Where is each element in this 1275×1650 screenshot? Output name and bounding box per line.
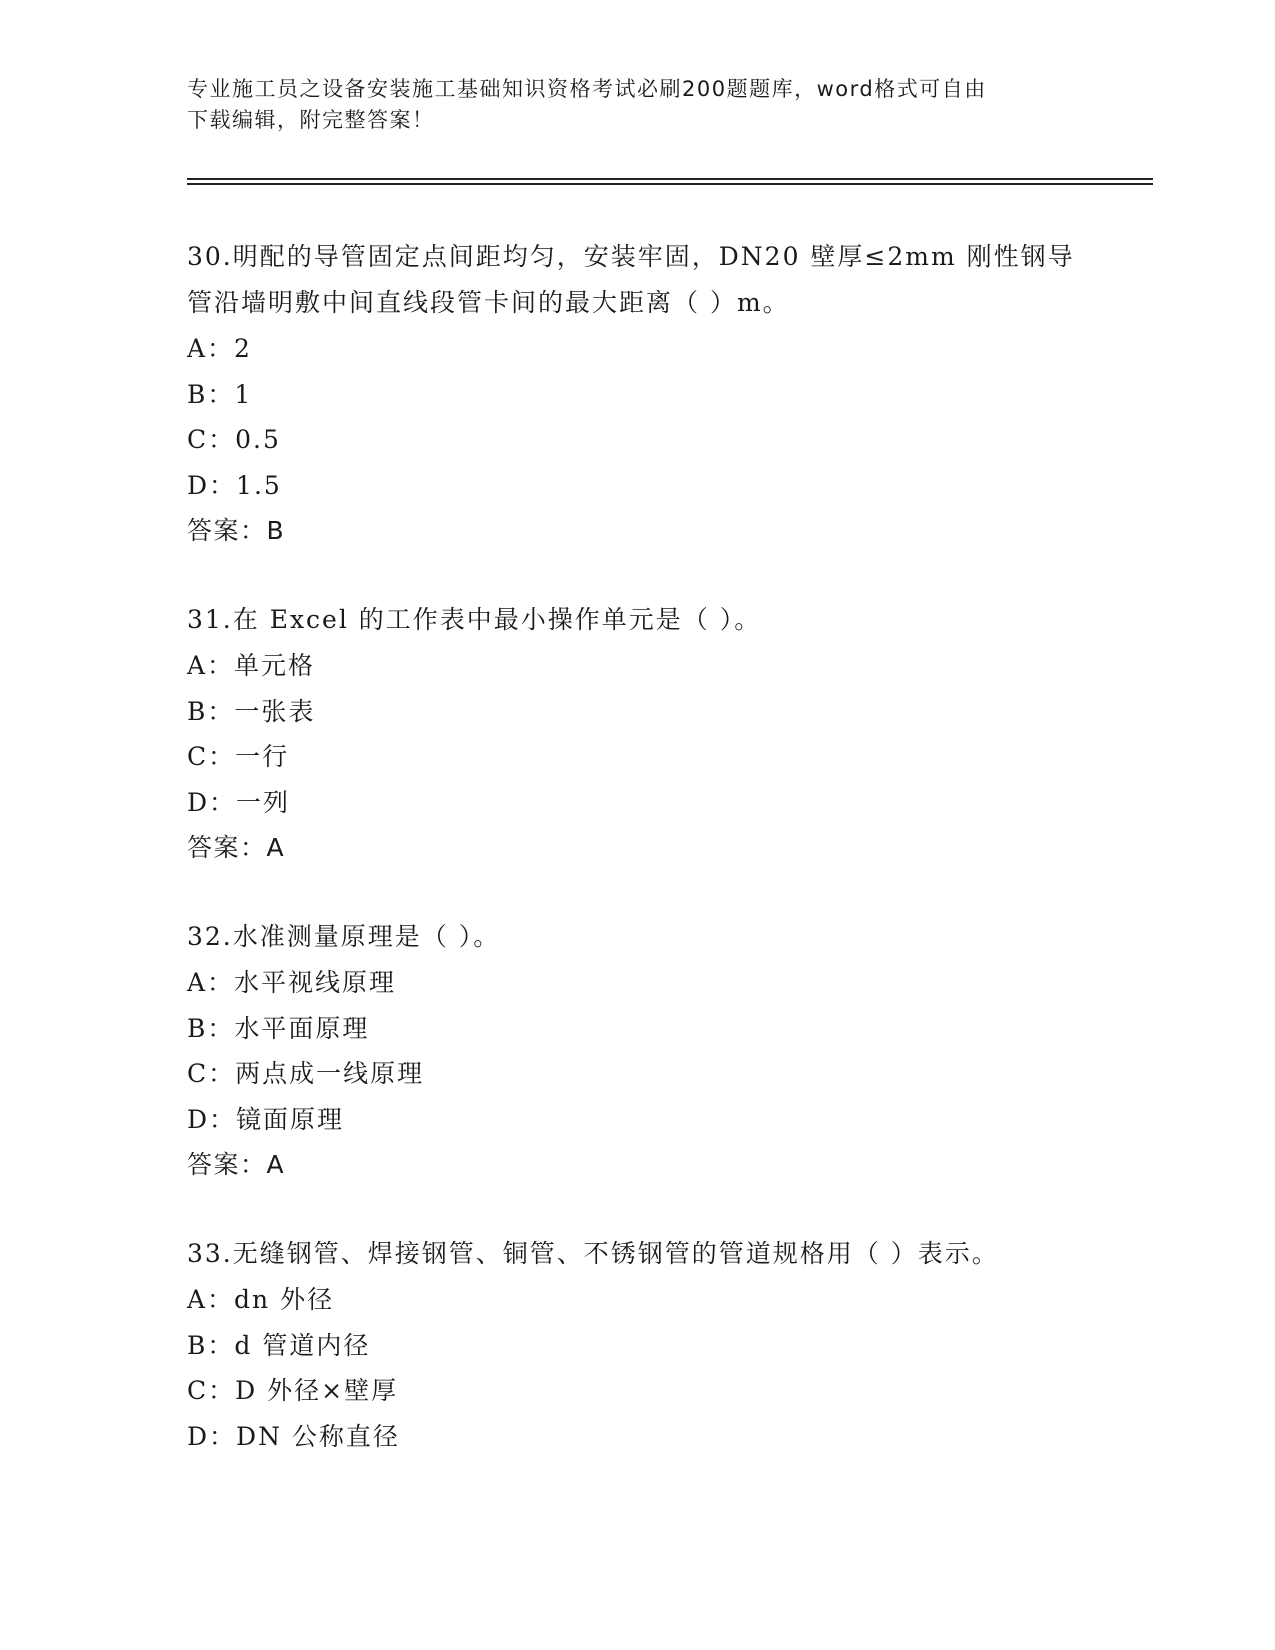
document-header: [187, 74, 1067, 136]
option-a: A：水平视线原理: [187, 968, 397, 997]
option-a: A：2: [187, 334, 252, 363]
option-d: D：镜面原理: [187, 1104, 345, 1134]
option-a: A：dn 外径: [187, 1285, 335, 1314]
question-stem: [187, 234, 1117, 326]
question-33: [187, 1231, 1117, 1459]
question-stem-line: 管沿墙明敷中间直线段管卡间的最大距离（ ）m。: [187, 288, 790, 317]
option-c: C：D 外径×壁厚: [187, 1376, 399, 1405]
question-spacer: [187, 554, 1117, 597]
option-b: B：d 管道内径: [187, 1330, 371, 1360]
option-b: B：一张表: [187, 696, 316, 726]
question-stem: 31.在 Excel 的工作表中最小操作单元是（ ）。: [187, 605, 762, 634]
question-spacer: [187, 1188, 1117, 1231]
option-c: C：一行: [187, 742, 290, 771]
header-divider-bottom: [187, 183, 1153, 185]
header-line-2: 下载编辑，附完整答案！: [187, 108, 435, 132]
option-c: C：0.5: [187, 425, 281, 454]
question-31: [187, 597, 1117, 871]
question-stem-line: 30.明配的导管固定点间距均匀，安装牢固，DN20 壁厚≤2mm 刚性钢导: [187, 242, 1075, 271]
option-d: D：DN 公称直径: [187, 1421, 400, 1451]
header-divider-top: [187, 178, 1153, 180]
answer-line: 答案：A: [187, 1150, 286, 1179]
option-a: A：单元格: [187, 651, 316, 680]
question-32: [187, 914, 1117, 1188]
question-list: [187, 234, 1117, 1459]
answer-line: 答案：B: [187, 516, 286, 545]
question-spacer: [187, 871, 1117, 914]
option-c: C：两点成一线原理: [187, 1059, 425, 1088]
header-line-1: 专业施工员之设备安装施工基础知识资格考试必刷200题题库，word格式可自由: [187, 77, 987, 101]
question-30: [187, 234, 1117, 554]
answer-line: 答案：A: [187, 833, 286, 862]
option-d: D：1.5: [187, 470, 282, 500]
question-stem: 33.无缝钢管、焊接钢管、铜管、不锈钢管的管道规格用（ ）表示。: [187, 1239, 999, 1268]
option-b: B：水平面原理: [187, 1013, 370, 1043]
question-stem: 32.水准测量原理是（ ）。: [187, 922, 501, 951]
option-d: D：一列: [187, 787, 291, 817]
option-b: B：1: [187, 379, 253, 409]
